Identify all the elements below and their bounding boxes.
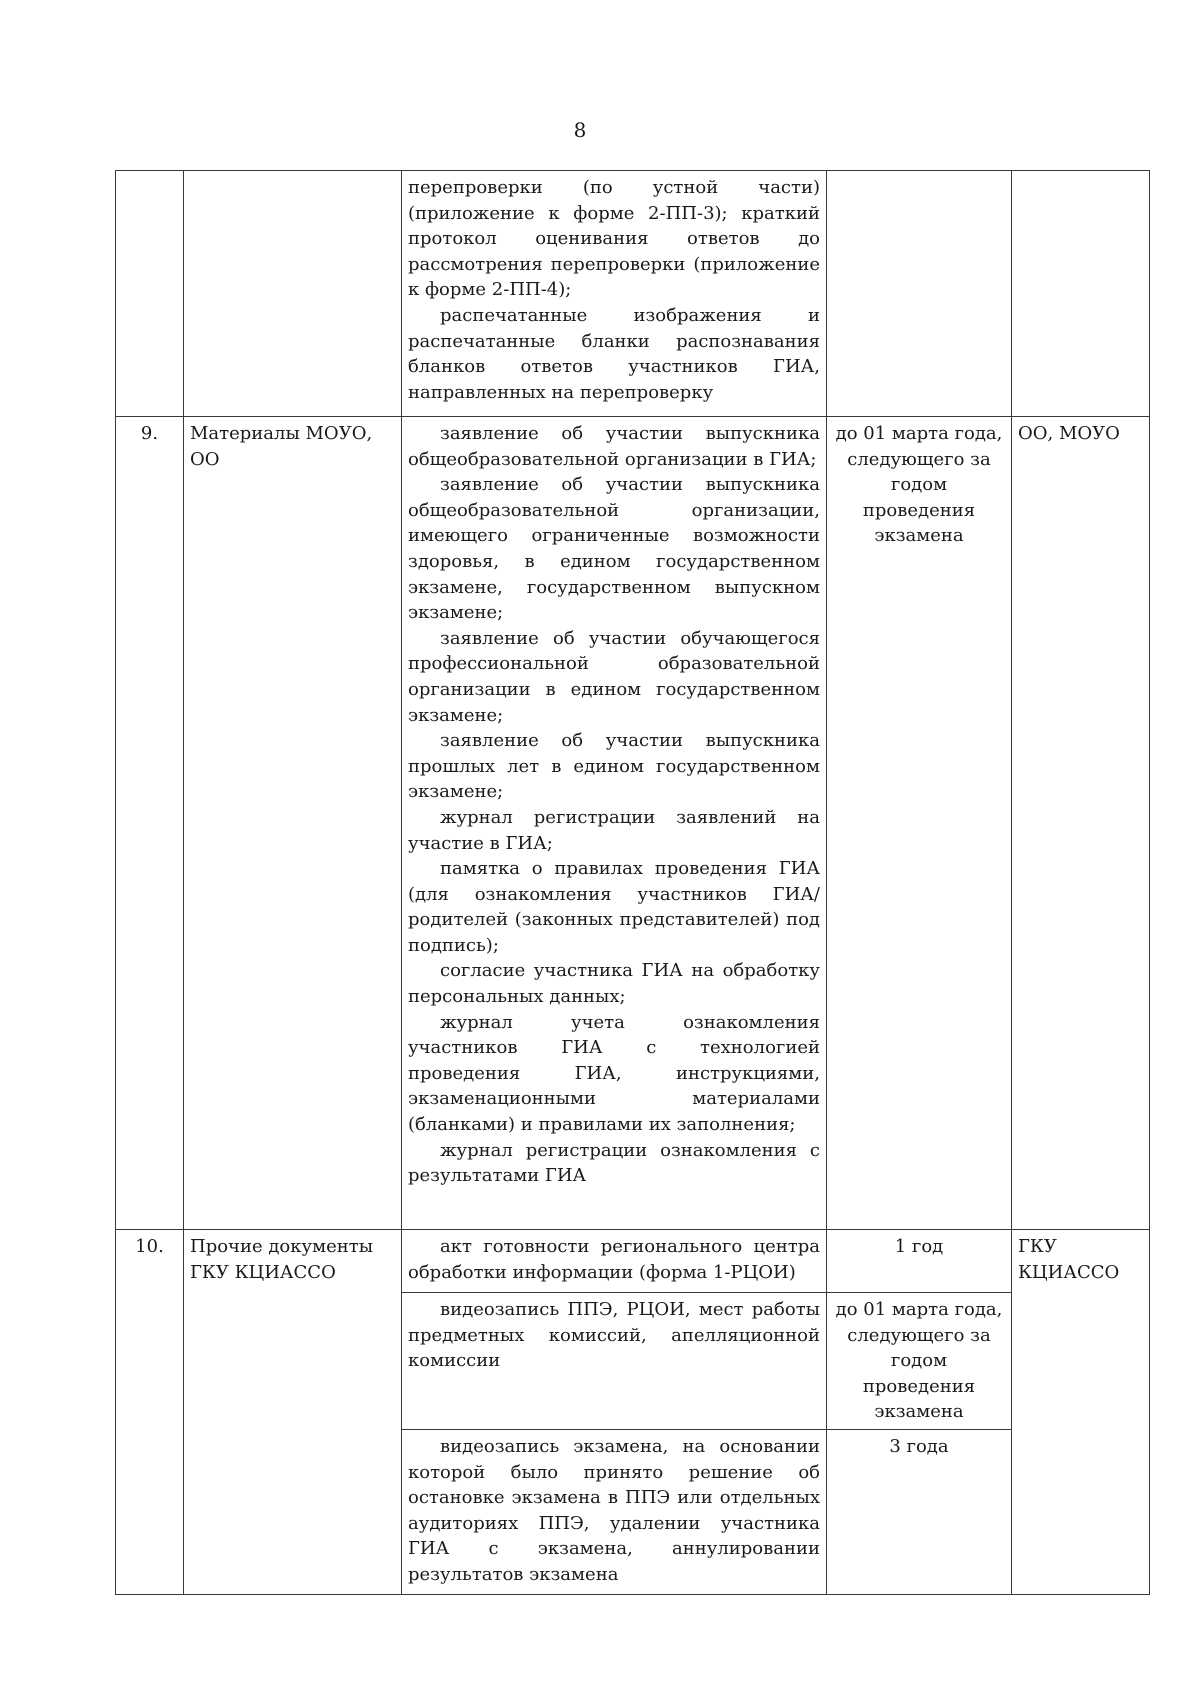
doc-item: журнал учета ознакомления участников ГИА с технологией проведения ГИА, инструкциями, экзаменационными материалами (бланками) и правилами их заполнения; — [408, 1011, 820, 1136]
row-term-cell — [827, 171, 1012, 417]
doc-item: заявление об участии выпускника общеобразовательной организации, имеющего ограниченные возможности здоровья, в едином государственном экзамене, государственном выпускном экзамене; — [408, 474, 820, 624]
doc-item: памятка о правилах проведения ГИА (для ознакомления участников ГИА/ родителей (законных представителей) под подпись); — [408, 858, 820, 956]
doc-item: журнал регистрации ознакомления с результатами ГИА — [408, 1139, 820, 1187]
row-number: 9. — [116, 417, 184, 1230]
row-docs-cell — [402, 417, 827, 1230]
table-row-continuation — [116, 171, 1150, 417]
documents-table — [115, 170, 1150, 1595]
doc-item: распечатанные изображения и распечатанные бланки распознавания бланков ответов участников ГИА, направленных на перепроверку — [408, 304, 820, 403]
row-name: Прочие документы ГКУ КЦИАССО — [184, 1230, 402, 1595]
row-term: до 01 марта года, следующего за годом проведения экзамена — [827, 417, 1012, 1230]
row-responsible: ГКУ КЦИАССО — [1012, 1230, 1150, 1595]
row-term: до 01 марта года, следующего за годом проведения экзамена — [827, 1293, 1012, 1430]
row-number: 10. — [116, 1230, 184, 1595]
doc-item: акт готовности регионального центра обработки информации (форма 1-РЦОИ) — [408, 1236, 820, 1283]
row-responsible: ОО, МОУО — [1012, 417, 1150, 1230]
row-name-cell — [184, 171, 402, 417]
doc-item: видеозапись ППЭ, РЦОИ, мест работы предметных комиссий, апелляционной комиссии — [408, 1299, 820, 1372]
doc-item: видеозапись экзамена, на основании которой было принято решение об остановке экзамена в ППЭ или отдельных аудиториях ППЭ, удалении участника ГИА с экзамена, аннулировании результатов экзамена — [408, 1435, 820, 1585]
table-row-10 — [116, 1230, 1150, 1293]
doc-item: согласие участника ГИА на обработку персональных данных; — [408, 960, 820, 1008]
row-docs-cell — [402, 1293, 827, 1430]
row-name: Материалы МОУО, ОО — [184, 417, 402, 1230]
row-term: 1 год — [827, 1230, 1012, 1293]
row-docs-cell — [402, 171, 827, 417]
row-term: 3 года — [827, 1429, 1012, 1594]
doc-item: перепроверки (по устной части) (приложение к форме 2-ПП-3); краткий протокол оценивания ответов до рассмотрения перепроверки (приложение к форме 2-ПП-4); — [408, 177, 820, 301]
row-docs-cell — [402, 1230, 827, 1293]
doc-item: заявление об участии обучающегося профессиональной образовательной организации в едином государственном экзамене; — [408, 627, 820, 726]
table-row-9 — [116, 417, 1150, 1230]
doc-item: заявление об участии выпускника общеобразовательной организации в ГИА; — [408, 423, 820, 470]
page-number: 8 — [573, 118, 587, 142]
doc-item: журнал регистрации заявлений на участие в ГИА; — [408, 806, 820, 854]
row-resp-cell — [1012, 171, 1150, 417]
row-docs-cell — [402, 1429, 827, 1594]
row-number-cell — [116, 171, 184, 417]
doc-item: заявление об участии выпускника прошлых лет в едином государственном экзамене; — [408, 730, 820, 803]
